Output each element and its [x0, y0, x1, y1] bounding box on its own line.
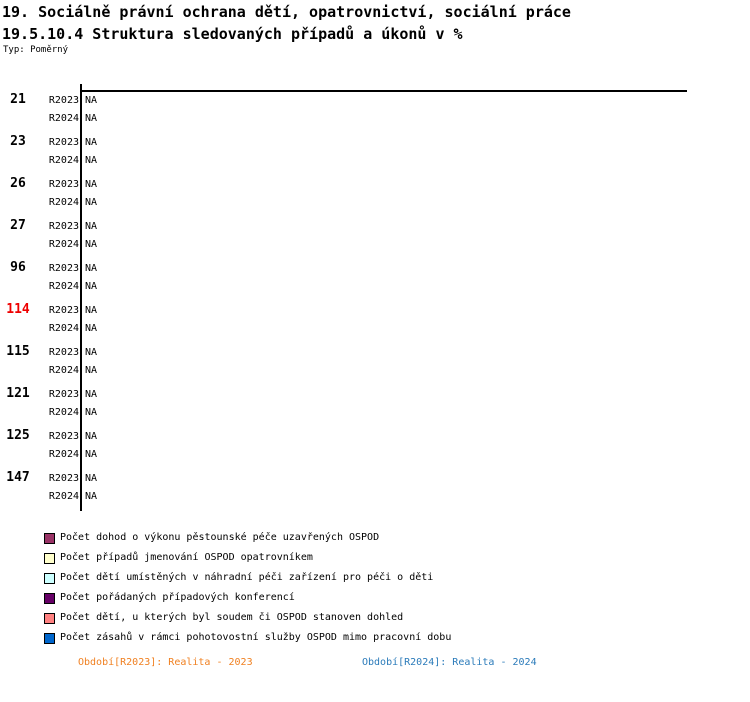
legend-swatch-icon: [44, 633, 55, 644]
legend-item: [44, 550, 313, 566]
period-label: R2023: [48, 263, 79, 274]
legend-swatch-icon: [44, 533, 55, 544]
value-na: NA: [85, 305, 98, 316]
row-group-label-114: 114: [6, 302, 30, 317]
legend-swatch-icon: [44, 593, 55, 604]
value-na: NA: [85, 263, 98, 274]
row-group-label-26: 26: [10, 176, 26, 191]
legend-label: Počet dohod o výkonu pěstounské péče uzavřených OSPOD: [60, 532, 380, 543]
value-na: NA: [85, 491, 98, 502]
value-na: NA: [85, 137, 98, 148]
value-na: NA: [85, 239, 98, 250]
value-na: NA: [85, 197, 98, 208]
value-na: NA: [85, 473, 98, 484]
legend-item: [44, 630, 451, 646]
legend-item: [44, 610, 403, 626]
legend-item: [44, 590, 295, 606]
value-na: NA: [85, 113, 98, 124]
page-title: 19. Sociálně právní ochrana dětí, opatrovnictví, sociální práce: [2, 3, 571, 21]
row-group-label-23: 23: [10, 134, 26, 149]
row-group-label-125: 125: [6, 428, 30, 443]
row-group-label-115: 115: [6, 344, 30, 359]
period-label: R2023: [48, 473, 79, 484]
period-caption-2023: Období[R2023]: Realita - 2023: [78, 657, 253, 668]
period-label: R2024: [48, 491, 79, 502]
period-label: R2023: [48, 389, 79, 400]
value-na: NA: [85, 323, 98, 334]
legend-item: [44, 530, 379, 546]
period-label: R2024: [48, 281, 79, 292]
value-na: NA: [85, 389, 98, 400]
legend-item: [44, 570, 433, 586]
period-label: R2024: [48, 155, 79, 166]
period-label: R2024: [48, 365, 79, 376]
period-label: R2024: [48, 407, 79, 418]
value-na: NA: [85, 407, 98, 418]
period-label: R2023: [48, 137, 79, 148]
value-na: NA: [85, 95, 98, 106]
value-na: NA: [85, 449, 98, 460]
period-label: R2023: [48, 347, 79, 358]
value-na: NA: [85, 347, 98, 358]
period-label: R2024: [48, 197, 79, 208]
legend-swatch-icon: [44, 613, 55, 624]
period-label: R2023: [48, 221, 79, 232]
y-axis-line: [80, 84, 82, 511]
period-label: R2023: [48, 431, 79, 442]
top-axis-line: [81, 90, 687, 92]
legend-label: Počet zásahů v rámci pohotovostní služby OSPOD mimo pracovní dobu: [60, 632, 452, 643]
legend-label: Počet dětí, u kterých byl soudem či OSPOD stanoven dohled: [60, 612, 404, 623]
value-na: NA: [85, 431, 98, 442]
legend-label: Počet případů jmenování OSPOD opatrovníkem: [60, 552, 313, 563]
period-label: R2023: [48, 179, 79, 190]
value-na: NA: [85, 179, 98, 190]
period-label: R2023: [48, 95, 79, 106]
row-group-label-121: 121: [6, 386, 30, 401]
legend-swatch-icon: [44, 573, 55, 584]
legend-swatch-icon: [44, 553, 55, 564]
value-na: NA: [85, 365, 98, 376]
period-caption-2024: Období[R2024]: Realita - 2024: [362, 657, 537, 668]
chart-subtitle: 19.5.10.4 Struktura sledovaných případů a úkonů v %: [2, 25, 463, 43]
period-label: R2024: [48, 113, 79, 124]
row-group-label-96: 96: [10, 260, 26, 275]
row-group-label-21: 21: [10, 92, 26, 107]
period-label: R2023: [48, 305, 79, 316]
period-label: R2024: [48, 239, 79, 250]
value-na: NA: [85, 221, 98, 232]
row-group-label-147: 147: [6, 470, 30, 485]
legend-label: Počet pořádaných případových konferencí: [60, 592, 295, 603]
period-label: R2024: [48, 449, 79, 460]
period-label: R2024: [48, 323, 79, 334]
row-group-label-27: 27: [10, 218, 26, 233]
value-na: NA: [85, 281, 98, 292]
value-na: NA: [85, 155, 98, 166]
chart-type-label: Typ: Poměrný: [3, 45, 69, 55]
legend-label: Počet dětí umístěných v náhradní péči zařízení pro péči o děti: [60, 572, 434, 583]
